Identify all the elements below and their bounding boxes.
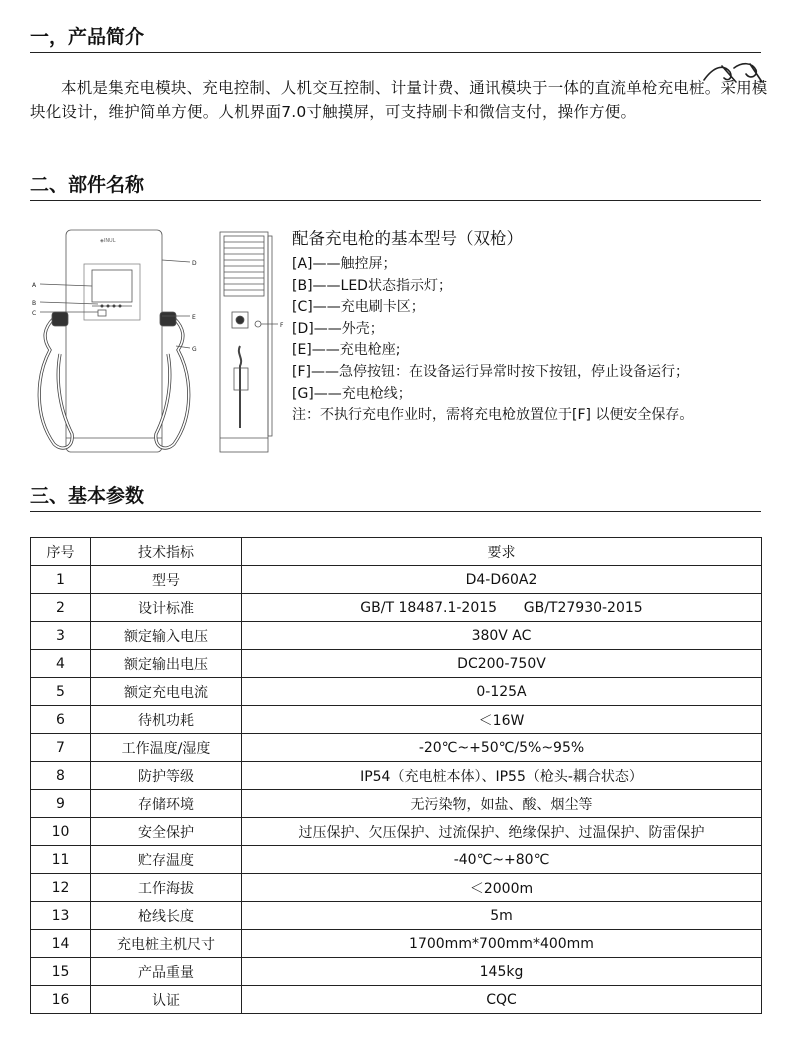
cell-requirement: DC200-750V — [242, 650, 762, 678]
cell-parameter: 产品重量 — [91, 958, 242, 986]
label-c: C — [32, 310, 37, 317]
cell-index: 16 — [31, 986, 91, 1014]
cell-parameter: 待机功耗 — [91, 706, 242, 734]
table-row — [31, 790, 762, 818]
table-row — [31, 874, 762, 902]
label-e: E — [192, 314, 196, 321]
cell-parameter: 设计标准 — [91, 594, 242, 622]
cell-requirement: IP54（充电桩本体）、IP55（枪头-耦合状态） — [242, 762, 762, 790]
cell-index: 14 — [31, 930, 91, 958]
table-row — [31, 986, 762, 1014]
cell-index: 8 — [31, 762, 91, 790]
header-requirement: 要求 — [242, 538, 762, 566]
cell-requirement: ＜2000m — [242, 874, 762, 902]
cell-requirement: 380V AC — [242, 622, 762, 650]
table-row — [31, 902, 762, 930]
cell-requirement: GB/T 18487.1-2015 GB/T27930-2015 — [242, 594, 762, 622]
cell-index: 9 — [31, 790, 91, 818]
cell-requirement: 无污染物，如盐、酸、烟尘等 — [242, 790, 762, 818]
cell-index: 5 — [31, 678, 91, 706]
cell-index: 2 — [31, 594, 91, 622]
part-d: [D]——外壳； — [292, 320, 384, 337]
spec-table — [30, 537, 762, 1014]
cell-requirement: -20℃~+50℃/5%~95% — [242, 734, 762, 762]
cell-requirement: 0-125A — [242, 678, 762, 706]
label-f: F — [280, 322, 284, 329]
cell-index: 15 — [31, 958, 91, 986]
cell-parameter: 安全保护 — [91, 818, 242, 846]
part-b: [B]——LED状态指示灯； — [292, 277, 452, 294]
section-3-header — [30, 483, 761, 512]
part-c: [C]——充电刷卡区； — [292, 299, 425, 316]
spec-table-header-row — [31, 538, 762, 566]
handwritten-scribble — [700, 56, 770, 90]
table-row — [31, 594, 762, 622]
cell-parameter: 存储环境 — [91, 790, 242, 818]
section-1-title: 一，产品简介 — [30, 26, 145, 48]
section-3-title: 三、基本参数 — [30, 485, 145, 507]
parts-title: 配备充电枪的基本型号（双枪） — [292, 229, 523, 248]
table-row — [31, 678, 762, 706]
cell-parameter: 认证 — [91, 986, 242, 1014]
cell-index: 7 — [31, 734, 91, 762]
parts-list — [292, 226, 762, 427]
table-row — [31, 734, 762, 762]
cell-index: 10 — [31, 818, 91, 846]
part-f: [F]——急停按钮：在设备运行异常时按下按钮，停止设备运行； — [292, 363, 689, 380]
table-row — [31, 930, 762, 958]
cell-index: 12 — [31, 874, 91, 902]
parts-note: 注：不执行充电作业时，需将充电枪放置位于[F] 以便安全保存。 — [292, 407, 694, 424]
cell-index: 3 — [31, 622, 91, 650]
cell-requirement: 145kg — [242, 958, 762, 986]
cell-index: 11 — [31, 846, 91, 874]
header-parameter: 技术指标 — [91, 538, 242, 566]
svg-text:◈INUL: ◈INUL — [100, 238, 116, 244]
table-row — [31, 762, 762, 790]
table-row — [31, 818, 762, 846]
section-1-header — [30, 24, 761, 53]
label-b: B — [32, 300, 37, 307]
cell-index: 13 — [31, 902, 91, 930]
cell-parameter: 防护等级 — [91, 762, 242, 790]
charger-side-view-diagram — [216, 228, 290, 460]
label-d: D — [192, 260, 197, 267]
cell-parameter: 型号 — [91, 566, 242, 594]
cell-parameter: 额定输出电压 — [91, 650, 242, 678]
cell-requirement: D4-D60A2 — [242, 566, 762, 594]
label-g: G — [192, 346, 197, 353]
cell-parameter: 充电桩主机尺寸 — [91, 930, 242, 958]
section-2-header — [30, 172, 761, 201]
section-2-title: 二、部件名称 — [30, 174, 145, 196]
cell-requirement: 过压保护、欠压保护、过流保护、绝缘保护、过温保护、防雷保护 — [242, 818, 762, 846]
cell-parameter: 工作温度/湿度 — [91, 734, 242, 762]
cell-requirement: CQC — [242, 986, 762, 1014]
charger-front-view-diagram — [30, 226, 210, 462]
cell-parameter: 额定输入电压 — [91, 622, 242, 650]
cell-requirement: ＜16W — [242, 706, 762, 734]
part-a: [A]——触控屏； — [292, 256, 397, 272]
table-row — [31, 958, 762, 986]
cell-parameter: 枪线长度 — [91, 902, 242, 930]
cell-index: 6 — [31, 706, 91, 734]
cell-requirement: -40℃~+80℃ — [242, 846, 762, 874]
product-intro-text: 本机是集充电模块、充电控制、人机交互控制、计量计费、通讯模块于一体的直流单枪充电桩。采用模块化设计，维护简单方便。人机界面7.0寸触摸屏，可支持刷卡和微信支付，操作方便。 — [30, 79, 768, 121]
part-e: [E]——充电枪座; — [292, 342, 401, 359]
table-row — [31, 622, 762, 650]
label-a: A — [32, 282, 37, 289]
table-row — [31, 846, 762, 874]
header-index: 序号 — [31, 538, 91, 566]
part-g: [G]——充电枪线； — [292, 385, 412, 402]
table-row — [31, 650, 762, 678]
table-row — [31, 706, 762, 734]
cell-parameter: 额定充电电流 — [91, 678, 242, 706]
cell-parameter: 工作海拔 — [91, 874, 242, 902]
cell-requirement: 5m — [242, 902, 762, 930]
table-row — [31, 566, 762, 594]
cell-index: 4 — [31, 650, 91, 678]
cell-parameter: 贮存温度 — [91, 846, 242, 874]
cell-index: 1 — [31, 566, 91, 594]
cell-requirement: 1700mm*700mm*400mm — [242, 930, 762, 958]
